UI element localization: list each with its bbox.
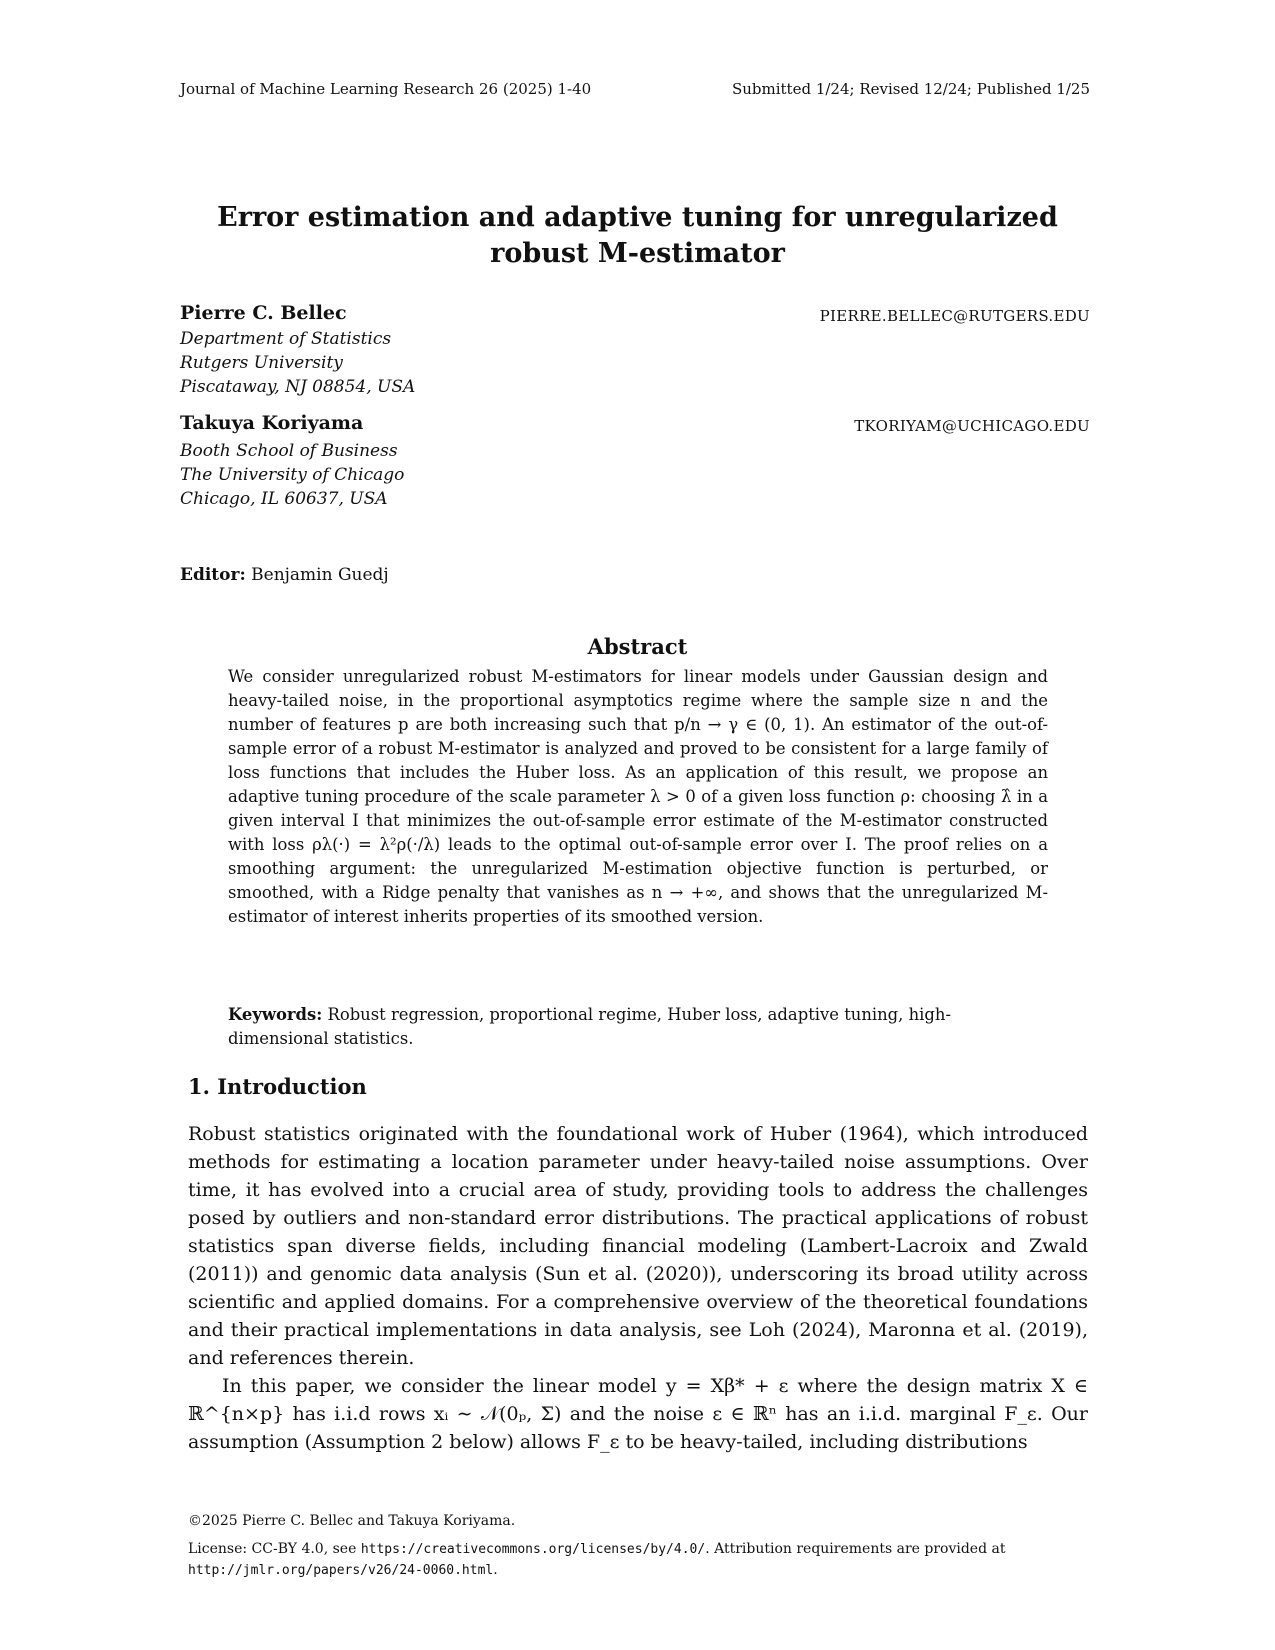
- title-line-1: Error estimation and adaptive tuning for unregularized: [217, 202, 1058, 233]
- editor-name: Benjamin Guedj: [251, 565, 389, 585]
- paper-title: [0, 200, 1275, 272]
- section-heading: 1. Introduction: [188, 1074, 367, 1099]
- affiliation-line: Booth School of Business: [180, 441, 398, 461]
- editor-line: [180, 565, 389, 585]
- license-end: .: [493, 1562, 498, 1578]
- license-mid: . Attribution requirements are provided at: [705, 1541, 1006, 1557]
- affiliation-line: Piscataway, NJ 08854, USA: [180, 377, 416, 397]
- author-name: Pierre C. Bellec: [180, 302, 347, 324]
- editor-label: Editor:: [180, 565, 246, 585]
- author-email[interactable]: TKORIYAM@UCHICAGO.EDU: [854, 417, 1090, 435]
- license-prefix: License: CC-BY 4.0, see: [188, 1541, 361, 1557]
- keywords: [228, 1003, 1048, 1051]
- journal-header: Journal of Machine Learning Research 26 (2025) 1-40: [180, 80, 592, 98]
- affiliation-line: The University of Chicago: [180, 465, 405, 485]
- title-line-2: robust M-estimator: [490, 238, 785, 269]
- author-email[interactable]: PIERRE.BELLEC@RUTGERS.EDU: [819, 307, 1090, 325]
- abstract-heading: Abstract: [587, 634, 688, 659]
- abstract-text: We consider unregularized robust M-estimators for linear models under Gaussian design and heavy-tailed noise, in the proportional asymptotics regime where the sample size n and the number of features p are both increasing such that p/n → γ ∈ (0, 1). An estimator of the out-of-sample error of a robust M-estimator is analyzed and proved to be consistent for a large family of loss functions that includes the Huber loss. As an application of this result, we propose an adaptive tuning procedure of the scale parameter λ > 0 of a given loss function ρ: choosing λ̂ in a given interval I that minimizes the out-of-sample error estimate of the M-estimator constructed with loss ρλ(·) = λ²ρ(·/λ) leads to the optimal out-of-sample error over I. The proof relies on a smoothing argument: the unregularized M-estimation objective function is perturbed, or smoothed, with a Ridge penalty that vanishes as n → +∞, and shows that the unregularized M-estimator of interest inherits properties of its smoothed version.: [228, 667, 1048, 926]
- affiliation-line: Department of Statistics: [180, 329, 392, 349]
- keywords-text: Robust regression, proportional regime, Huber loss, adaptive tuning, high-dimensional statistics.: [228, 1005, 951, 1048]
- keywords-label: Keywords:: [228, 1005, 323, 1024]
- copyright-notice: ©2025 Pierre C. Bellec and Takuya Koriyama.: [188, 1513, 516, 1529]
- section-body: [188, 1120, 1088, 1456]
- paragraph: In this paper, we consider the linear model y = Xβ* + ε where the design matrix X ∈ ℝ^{n×p} has i.i.d rows xᵢ ∼ 𝒩(0ₚ, Σ) and the noise ε ∈ ℝⁿ has an i.i.d. marginal F_ε. Our assumption (Assumption 2 below) allows F_ε to be heavy-tailed, including distributions: [188, 1375, 1088, 1453]
- author-affiliation: [180, 439, 404, 511]
- author-affiliation: [180, 327, 415, 399]
- paper-link[interactable]: http://jmlr.org/papers/v26/24-0060.html: [188, 1563, 494, 1578]
- license-link[interactable]: https://creativecommons.org/licenses/by/4.0/: [360, 1542, 706, 1557]
- affiliation-line: Chicago, IL 60637, USA: [180, 489, 388, 509]
- paragraph: Robust statistics originated with the foundational work of Huber (1964), which introduced methods for estimating a location parameter under heavy-tailed noise assumptions. Over time, it has evolved into a crucial area of study, providing tools to address the challenges posed by outliers and non-standard error distributions. The practical applications of robust statistics span diverse fields, including financial modeling (Lambert-Lacroix and Zwald (2011)) and genomic data analysis (Sun et al. (2020)), underscoring its broad utility across scientific and applied domains. For a comprehensive overview of the theoretical foundations and their practical implementations in data analysis, see Loh (2024), Maronna et al. (2019), and references therein.: [188, 1123, 1088, 1369]
- author-name: Takuya Koriyama: [180, 412, 364, 434]
- submission-dates: Submitted 1/24; Revised 12/24; Published 1/25: [731, 80, 1090, 98]
- affiliation-line: Rutgers University: [180, 353, 343, 373]
- license-notice: [188, 1539, 1088, 1581]
